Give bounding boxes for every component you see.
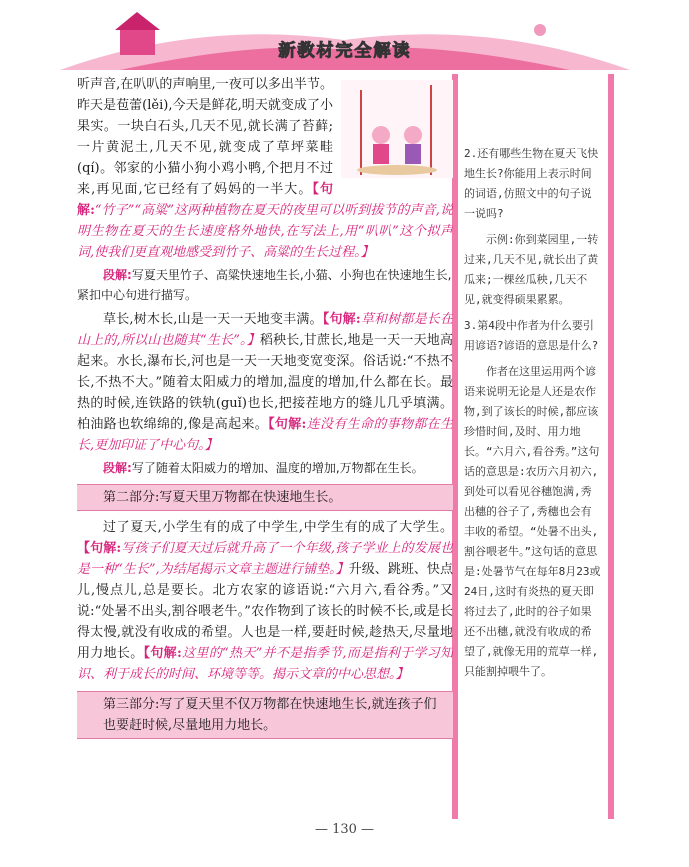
sidebar-content (464, 144, 602, 688)
sidebar-notes (458, 74, 608, 819)
book-title: 新教材完全解读 (278, 41, 412, 61)
answer-3: 作者在这里运用两个谚语来说明无论是人还是农作物,到了该长的时候,都应该珍惜时间,及时、用力地长。“六月六,看谷秀。”这句话的意思是:农历六月初六,到处可以看见谷穗饱满,秀出穗的谷子了,秀穗也会有丰收的希望。“处暑不出头,割谷喂老牛。”这句话的意思是:处暑节气在每年8月23或24日,这时有炎热的夏天即将过去了,此时的谷子如果还不出穗,就没有收成的希望了,就像无用的荒草一样,只能割掉喂牛了。 (464, 365, 601, 678)
paragraph-summary-1: 段解:写夏天里竹子、高粱快速地生长,小猫、小狗也在快速地生长,紧扣中心句进行描写。 (77, 268, 452, 302)
paragraph-1: 听声音,在叭叭的声响里,一夜可以多出半节。昨天是苞蕾(lěi),今天是鲜花,明天就变成了小果实。一块白石头,几天不见,就长满了苔藓;一片黄泥土,几天不见,就变成了草坪菜畦(qí)。邻家的小猫小狗小鸡小鸭,个把月不过来,再见面,它已经有了妈妈的一半大。【句解:“竹子”“高粱”这两种植物在夏天的夜里可以听到拔节的声音,说明生物在夏天的生长速度格外地快,在写法上,用“叭叭”这个拟声词,使我们更直观地感受到竹子、高粱的生长过程。】 (77, 77, 453, 260)
main-text-column (77, 74, 453, 819)
question-3: 3.第4段中作者为什么要引用谚语?谚语的意思是什么? (464, 319, 599, 352)
paragraph-summary-2: 段解:写了随着太阳威力的增加、温度的增加,万物都在生长。 (103, 461, 424, 475)
section-summary-3: 第三部分:写了夏天里不仅万物都在快速地生长,就连孩子们也要赶时候,尽量地用力地长。 (77, 691, 453, 739)
answer-2: 示例:你到菜园里,一转过来,几天不见,就长出了黄瓜来;一棵丝瓜秧,几天不见,就变得硕果累累。 (464, 233, 599, 306)
question-2: 2.还有哪些生物在夏天飞快地生长?你能用上表示时间的词语,仿照文中的句子说一说吗? (464, 147, 599, 220)
children-illustration (341, 80, 453, 178)
right-border (608, 74, 614, 819)
page-number: — 130 — (314, 822, 375, 837)
section-summary-2: 第二部分:写夏天里万物都在快速地生长。 (77, 484, 453, 511)
page-header (0, 0, 689, 72)
paragraph-3: 过了夏天,小学生有的成了中学生,中学生有的成了大学生。【句解:写孩子们夏天过后就升高了一个年级,孩子学业上的发展也是一种“生长”,为结尾揭示文章主题进行铺垫。】升级、跳班、快点儿,慢点儿,总是要长。北方农家的谚语说:“六月六,看谷秀。”又说:“处暑不出头,割谷喂老牛。”农作物到了该长的时候不长,或是长得太慢,就没有收成的希望。人也是一样,要赶时候,趁热天,尽量地用力地长。【句解:这里的“热天”并不是指季节,而是指利于学习知识、利于成长的时间、环境等等。揭示文章的中心思想。】 (77, 520, 453, 682)
paragraph-2: 草长,树木长,山是一天一天地变丰满。【句解:草和树都是长在山上的,所以山也随其“生长”。】稻秧长,甘蔗长,地是一天一天地高起来。水长,瀑布长,河也是一天一天地变宽变深。俗话说:“不热不长,不热不大。”随着太阳威力的增加,温度的增加,什么都在长。最热的时候,连铁路的铁轨(guǐ)也长,把接茬地方的缝儿几乎填满。柏油路也软绵绵的,像是高起来。【句解:连没有生命的事物都在生长,更加印证了中心句。】 (77, 312, 453, 453)
